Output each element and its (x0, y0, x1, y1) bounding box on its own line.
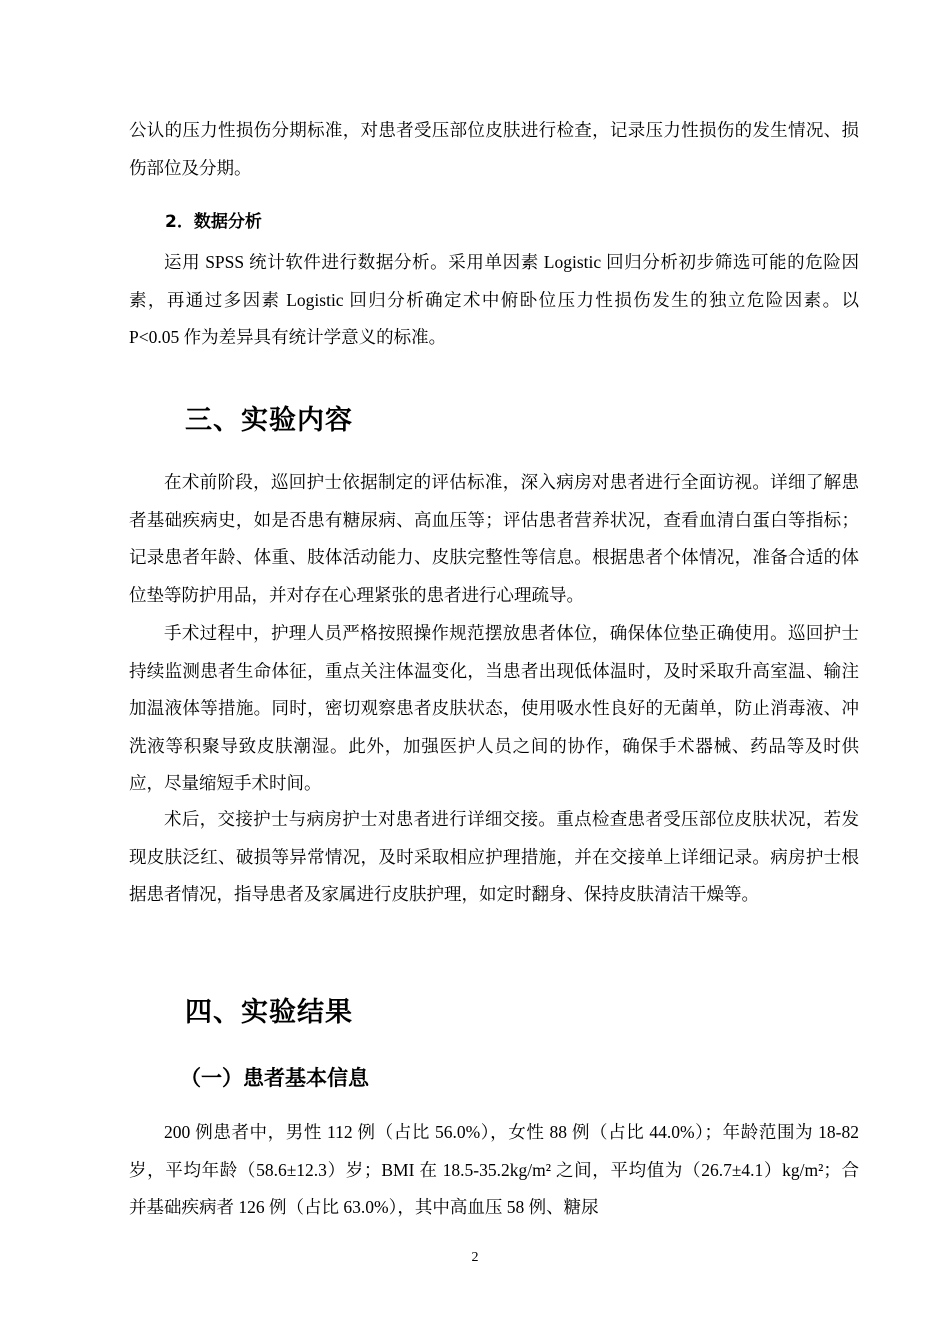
page-number: 2 (471, 1250, 479, 1265)
subsection-1-heading: （一）患者基本信息 (180, 1066, 369, 1090)
section-3-heading: 三、实验内容 (185, 405, 353, 436)
section-4-heading: 四、实验结果 (185, 997, 353, 1028)
intro-paragraph: 公认的压力性损伤分期标准，对患者受压部位皮肤进行检查，记录压力性损伤的发生情况、损伤部位及分期。 (129, 120, 859, 178)
data-analysis-heading: 2．数据分析 (165, 212, 262, 232)
data-analysis-paragraph: 运用 SPSS 统计软件进行数据分析。采用单因素 Logistic 回归分析初步筛选可能的危险因素，再通过多因素 Logistic 回归分析确定术中俯卧位压力性损伤发生的独立危险因素。以 P<0.05 作为差异具有统计学意义的标准。 (129, 252, 859, 347)
section-3-paragraph-2: 手术过程中，护理人员严格按照操作规范摆放患者体位，确保体位垫正确使用。巡回护士持续监测患者生命体征，重点关注体温变化，当患者出现低体温时，及时采取升高室温、输注加温液体等措施。同时，密切观察患者皮肤状态，使用吸水性良好的无菌单，防止消毒液、冲洗液等积聚导致皮肤潮湿。此外，加强医护人员之间的协作，确保手术器械、药品等及时供应，尽量缩短手术时间。 (129, 623, 859, 793)
section-4-paragraph-1: 200 例患者中，男性 112 例（占比 56.0%），女性 88 例（占比 44.0%）；年龄范围为 18-82 岁，平均年龄（58.6±12.3）岁；BMI 在 18.5-35.2kg/m² 之间，平均值为（26.7±4.1）kg/m²；合并基础疾病者 126 例（占比 63.0%），其中高血压 58 例、糖尿 (129, 1122, 859, 1217)
section-3-paragraph-1: 在术前阶段，巡回护士依据制定的评估标准，深入病房对患者进行全面访视。详细了解患者基础疾病史，如是否患有糖尿病、高血压等；评估患者营养状况，查看血清白蛋白等指标；记录患者年龄、体重、肢体活动能力、皮肤完整性等信息。根据患者个体情况，准备合适的体位垫等防护用品，并对存在心理紧张的患者进行心理疏导。 (129, 472, 859, 605)
section-3-paragraph-3: 术后，交接护士与病房护士对患者进行详细交接。重点检查患者受压部位皮肤状况，若发现皮肤泛红、破损等异常情况，及时采取相应护理措施，并在交接单上详细记录。病房护士根据患者情况，指导患者及家属进行皮肤护理，如定时翻身、保持皮肤清洁干燥等。 (129, 809, 859, 904)
